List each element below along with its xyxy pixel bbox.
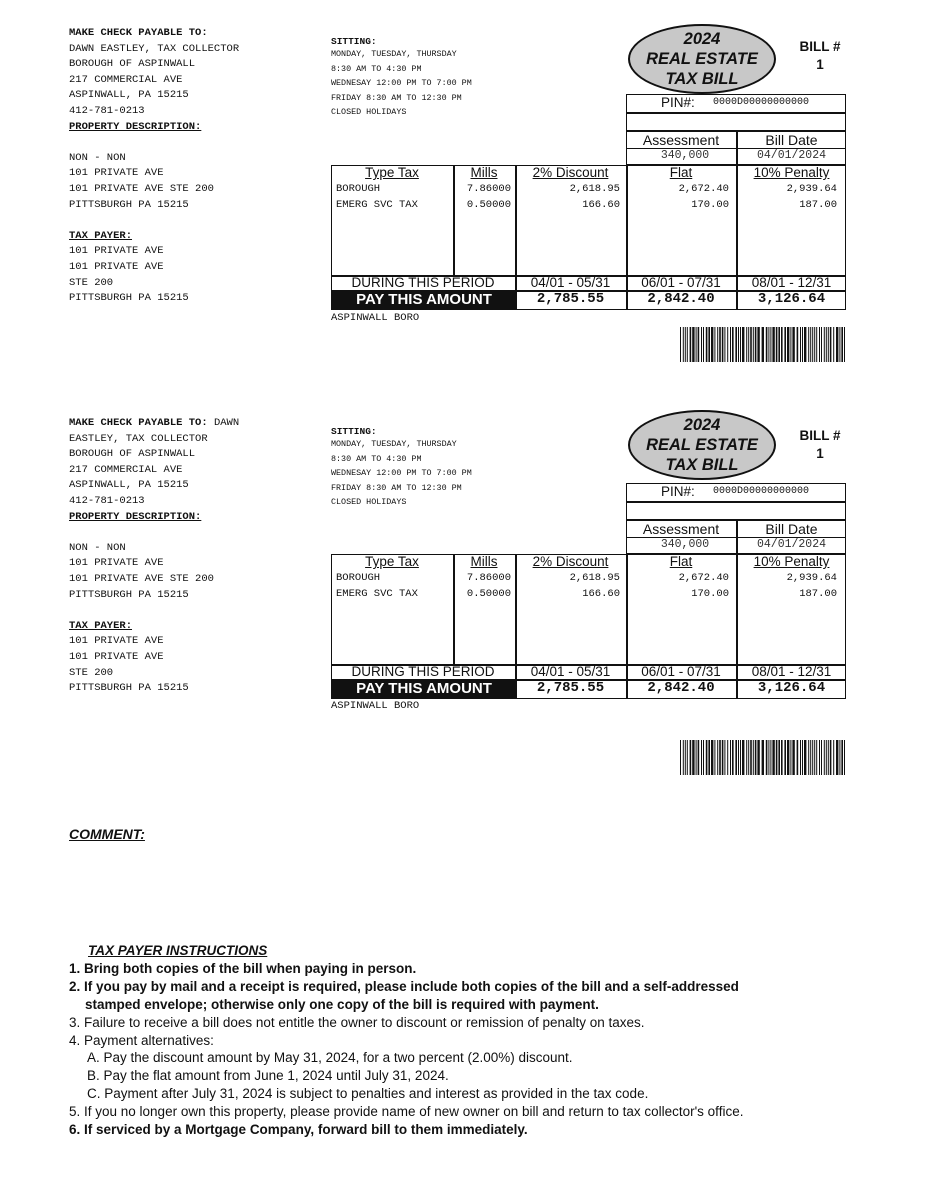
- instruction-item: 1. Bring both copies of the bill when paying in person.: [69, 960, 417, 976]
- instruction-item: 2. If you pay by mail and a receipt is required, please include both copies of the bill and a self-addressed: [69, 978, 739, 994]
- taxpayer-line: PITTSBURGH PA 15215: [69, 292, 189, 305]
- col-discount: 2% Discount: [532, 554, 609, 569]
- assessment-label: Assessment: [642, 132, 720, 148]
- pay-flat-amount: 2,842.40: [647, 291, 715, 307]
- assessment-value: 340,000: [660, 149, 710, 162]
- instruction-item: stamped envelope; otherwise only one copy of the bill is required with payment.: [85, 996, 599, 1012]
- property-label: PROPERTY DESCRIPTION:: [69, 510, 202, 523]
- col-flat: Flat: [669, 165, 693, 180]
- row-penalty: 2,939.64: [786, 183, 837, 195]
- payable-line: DAWN EASTLEY, TAX COLLECTOR: [69, 42, 240, 55]
- taxpayer-line: 101 PRIVATE AVE: [69, 650, 164, 663]
- bill-year: 2024: [683, 416, 721, 434]
- property-line: NON - NON: [69, 151, 126, 164]
- comment-label: COMMENT:: [69, 826, 145, 842]
- property-line: PITTSBURGH PA 15215: [69, 198, 189, 211]
- row-flat: 170.00: [691, 588, 729, 600]
- instruction-subitem: C. Payment after July 31, 2024 is subject to penalties and interest as provided in the tax code.: [87, 1086, 649, 1102]
- pay-penalty-amount: 3,126.64: [757, 680, 826, 696]
- taxpayer-label: TAX PAYER:: [69, 619, 133, 632]
- row-mills: 0.50000: [466, 199, 511, 211]
- row-type: EMERG SVC TAX: [336, 588, 418, 600]
- col-type-tax: Type Tax: [365, 554, 419, 569]
- sitting-line: MONDAY, TUESDAY, THURSDAY: [331, 439, 457, 450]
- bill-date-label: Bill Date: [765, 132, 818, 148]
- bill-number-value: 1: [816, 57, 824, 72]
- bill-date-value: 04/01/2024: [756, 149, 826, 162]
- assessment-value: 340,000: [660, 538, 710, 551]
- pay-flat-amount: 2,842.40: [647, 680, 715, 696]
- bill-number-value: 1: [816, 446, 824, 461]
- bill-number-label: BILL #: [799, 428, 841, 443]
- pay-this-amount-label: PAY THIS AMOUNT: [332, 290, 516, 309]
- row-penalty: 187.00: [799, 588, 837, 600]
- sitting-hours: [331, 35, 472, 119]
- taxpayer-line: 101 PRIVATE AVE: [69, 635, 164, 648]
- payable-line: BOROUGH OF ASPINWALL: [69, 58, 196, 71]
- bill-title-line1: REAL ESTATE: [646, 436, 758, 454]
- pin-label: PIN#:: [661, 484, 695, 499]
- bill-year: 2024: [683, 30, 721, 48]
- sitting-label: SITTING:: [331, 426, 377, 437]
- instruction-item: 5. If you no longer own this property, please provide name of new owner on bill and return to tax collector's office.: [69, 1104, 744, 1120]
- row-flat: 2,672.40: [678, 183, 729, 195]
- sitting-line: WEDNESAY 12:00 PM TO 7:00 PM: [331, 468, 472, 479]
- row-penalty: 187.00: [799, 199, 837, 211]
- taxpayer-line: 101 PRIVATE AVE: [69, 260, 164, 273]
- bill-title-line2: TAX BILL: [665, 456, 739, 474]
- pay-discount-amount: 2,785.55: [536, 291, 605, 307]
- instruction-item: 4. Payment alternatives:: [69, 1032, 214, 1048]
- bill-date-value: 04/01/2024: [756, 538, 826, 551]
- row-penalty: 2,939.64: [786, 572, 837, 584]
- taxpayer-label: TAX PAYER:: [69, 229, 133, 242]
- property-line: 101 PRIVATE AVE STE 200: [69, 572, 214, 585]
- property-line: 101 PRIVATE AVE: [69, 557, 164, 570]
- instruction-subitem: B. Pay the flat amount from June 1, 2024 until July 31, 2024.: [87, 1068, 449, 1084]
- bill-date-label: Bill Date: [765, 521, 818, 537]
- taxpayer-line: STE 200: [69, 276, 114, 289]
- row-discount: 166.60: [582, 199, 620, 211]
- bill-stub-1: [0, 0, 927, 400]
- sitting-line: FRIDAY 8:30 AM TO 12:30 PM: [331, 482, 462, 493]
- sitting-line: WEDNESAY 12:00 PM TO 7:00 PM: [331, 78, 472, 89]
- col-discount: 2% Discount: [532, 165, 609, 180]
- pay-penalty-amount: 3,126.64: [757, 291, 826, 307]
- property-line: NON - NON: [69, 541, 126, 554]
- barcode: [680, 327, 846, 362]
- col-penalty: 10% Penalty: [753, 554, 830, 569]
- col-mills: Mills: [470, 554, 498, 569]
- bill-title-oval: [628, 410, 776, 480]
- property-label: PROPERTY DESCRIPTION:: [69, 120, 202, 133]
- period-penalty: 08/01 - 12/31: [751, 664, 832, 679]
- left-info-column: [69, 26, 324, 307]
- row-mills: 7.86000: [466, 183, 511, 195]
- left-info-column: [69, 416, 324, 697]
- bill-number: [790, 38, 850, 74]
- row-discount: 166.60: [582, 588, 620, 600]
- sitting-line: CLOSED HOLIDAYS: [331, 497, 407, 508]
- instruction-subitem: A. Pay the discount amount by May 31, 2024, for a two percent (2.00%) discount.: [87, 1050, 573, 1066]
- row-discount: 2,618.95: [569, 183, 620, 195]
- municipality: ASPINWALL BORO: [331, 312, 420, 324]
- row-type: BOROUGH: [336, 183, 381, 195]
- bill-number-label: BILL #: [799, 39, 841, 54]
- pin-value: 0000D00000000000: [713, 97, 810, 108]
- taxpayer-line: STE 200: [69, 666, 114, 679]
- property-line: 101 PRIVATE AVE STE 200: [69, 182, 214, 195]
- taxpayer-line: PITTSBURGH PA 15215: [69, 682, 189, 695]
- period-flat: 06/01 - 07/31: [641, 275, 721, 290]
- pay-this-amount-label: PAY THIS AMOUNT: [332, 679, 516, 698]
- payable-line: 412-781-0213: [69, 104, 145, 117]
- taxpayer-instructions: [69, 942, 869, 1139]
- col-mills: Mills: [470, 165, 498, 180]
- row-flat: 2,672.40: [678, 572, 729, 584]
- row-discount: 2,618.95: [569, 572, 620, 584]
- property-line: 101 PRIVATE AVE: [69, 167, 164, 180]
- col-type-tax: Type Tax: [365, 165, 419, 180]
- sitting-line: 8:30 AM TO 4:30 PM: [331, 453, 422, 464]
- pay-discount-amount: 2,785.55: [536, 680, 605, 696]
- sitting-line: CLOSED HOLIDAYS: [331, 107, 407, 118]
- col-flat: Flat: [669, 554, 693, 569]
- payable-line: 217 COMMERCIAL AVE: [69, 463, 183, 476]
- bill-number: [790, 427, 850, 463]
- pin-label: PIN#:: [661, 95, 695, 110]
- payable-line: 412-781-0213: [69, 494, 145, 507]
- col-penalty: 10% Penalty: [753, 165, 830, 180]
- payable-line: EASTLEY, TAX COLLECTOR: [69, 432, 208, 445]
- instructions-title: TAX PAYER INSTRUCTIONS: [88, 943, 268, 958]
- sitting-line: 8:30 AM TO 4:30 PM: [331, 63, 422, 74]
- row-type: EMERG SVC TAX: [336, 199, 418, 211]
- payable-line: 217 COMMERCIAL AVE: [69, 73, 183, 86]
- bill-title-line2: TAX BILL: [665, 70, 739, 88]
- taxpayer-line: 101 PRIVATE AVE: [69, 245, 164, 258]
- period-discount: 04/01 - 05/31: [530, 275, 611, 290]
- instruction-item: 3. Failure to receive a bill does not entitle the owner to discount or remission of penalty on taxes.: [69, 1014, 645, 1030]
- period-penalty: 08/01 - 12/31: [751, 275, 832, 290]
- period-flat: 06/01 - 07/31: [641, 664, 721, 679]
- payable-label: MAKE CHECK PAYABLE TO:: [69, 417, 208, 429]
- payable-line: DAWN: [213, 417, 240, 429]
- row-type: BOROUGH: [336, 572, 381, 584]
- row-mills: 0.50000: [466, 588, 511, 600]
- payable-label: MAKE CHECK PAYABLE TO:: [69, 27, 208, 39]
- period-label: DURING THIS PERIOD: [351, 275, 495, 290]
- bill-stub-2: [0, 390, 927, 790]
- payable-line: ASPINWALL, PA 15215: [69, 89, 189, 102]
- property-line: PITTSBURGH PA 15215: [69, 588, 189, 601]
- bill-title-line1: REAL ESTATE: [646, 50, 758, 68]
- municipality: ASPINWALL BORO: [331, 700, 420, 712]
- assessment-label: Assessment: [642, 521, 720, 537]
- row-flat: 170.00: [691, 199, 729, 211]
- sitting-hours: [331, 425, 472, 509]
- row-mills: 7.86000: [466, 572, 511, 584]
- payable-line: ASPINWALL, PA 15215: [69, 479, 189, 492]
- bill-title-oval: [628, 24, 776, 94]
- period-label: DURING THIS PERIOD: [351, 664, 495, 679]
- payable-line: BOROUGH OF ASPINWALL: [69, 448, 196, 461]
- instruction-item: 6. If serviced by a Mortgage Company, forward bill to them immediately.: [69, 1122, 528, 1138]
- sitting-line: FRIDAY 8:30 AM TO 12:30 PM: [331, 92, 462, 103]
- sitting-line: MONDAY, TUESDAY, THURSDAY: [331, 49, 457, 60]
- pin-value: 0000D00000000000: [713, 486, 810, 497]
- period-discount: 04/01 - 05/31: [530, 664, 611, 679]
- barcode: [680, 740, 846, 775]
- sitting-label: SITTING:: [331, 36, 377, 47]
